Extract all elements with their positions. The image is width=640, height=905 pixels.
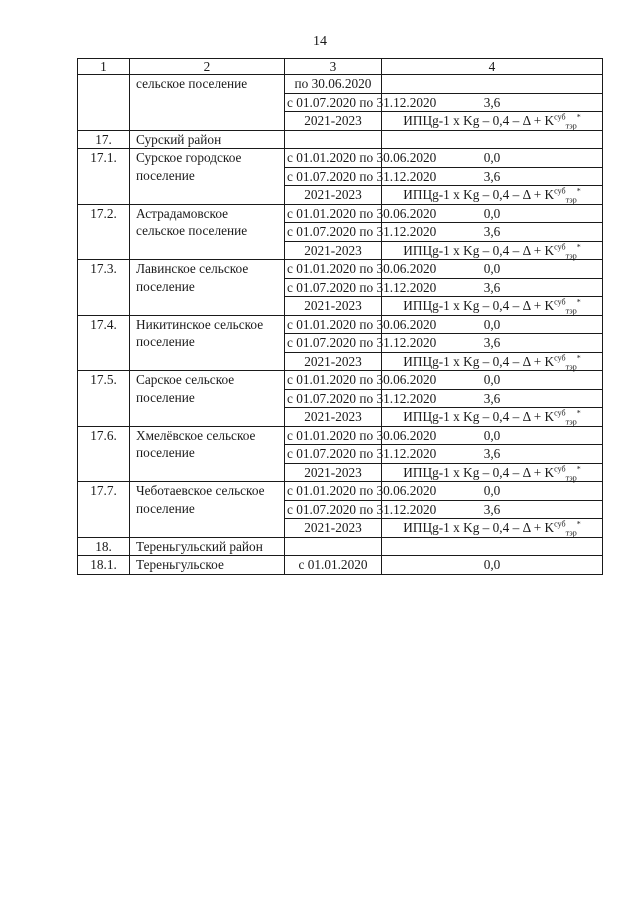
region-name: Сурский район	[130, 130, 285, 149]
formula-star: *	[576, 186, 581, 196]
header-col-2: 2	[130, 59, 285, 75]
region-row	[78, 537, 603, 556]
empty-cell	[382, 537, 603, 556]
value-cell: 0,0	[382, 260, 603, 279]
settlement-name: сельское поселение	[130, 75, 285, 131]
row-number: 17.4.	[78, 315, 130, 371]
period-cell: по 30.06.2020	[285, 75, 382, 94]
formula-cell	[382, 463, 603, 482]
period-cell: с 01.01.2020 по 30.06.2020	[285, 204, 382, 223]
formula-text: ИПЦg-1 x Kg – 0,4 – Δ + K	[403, 113, 555, 128]
period-cell: 2021-2023	[285, 408, 382, 427]
header-col-3: 3	[285, 59, 382, 75]
row-number: 17.7.	[78, 482, 130, 538]
formula-text: ИПЦg-1 x Kg – 0,4 – Δ + K	[403, 409, 555, 424]
formula-sub: тэр	[565, 121, 577, 131]
period-cell: с 01.07.2020 по 31.12.2020	[285, 278, 382, 297]
value-cell: 0,0	[382, 482, 603, 501]
settlement-name: Лавинское сельское поселение	[130, 260, 285, 316]
row-number	[78, 75, 130, 131]
formula-text: ИПЦg-1 x Kg – 0,4 – Δ + K	[403, 242, 555, 258]
formula-star: *	[576, 112, 581, 122]
formula-cell	[382, 297, 603, 316]
period-cell: 2021-2023	[285, 463, 382, 482]
formula-sup: суб	[554, 297, 566, 307]
formula-text: ИПЦg-1 x Kg – 0,4 – Δ + K	[403, 464, 555, 480]
row-number: 17.1.	[78, 149, 130, 205]
formula-cell	[382, 408, 603, 427]
page-number: 14	[313, 34, 327, 49]
row-number: 17.2.	[78, 204, 130, 260]
table-row	[78, 482, 603, 501]
formula-star: *	[576, 519, 581, 529]
formula-sub: тэр	[565, 251, 577, 261]
formula-text: ИПЦg-1 x Kg – 0,4 – Δ + K	[403, 298, 555, 313]
header-col-4: 4	[382, 59, 603, 75]
formula-text: ИПЦg-1 x Kg – 0,4 – Δ + K	[403, 187, 555, 202]
settlement-name: Хмелёвское сельское поселение	[130, 426, 285, 482]
row-number: 18.1.	[78, 556, 130, 575]
formula-sub: тэр	[565, 417, 577, 427]
row-number: 18.	[78, 537, 130, 556]
period-cell: с 01.01.2020 по 30.06.2020	[285, 371, 382, 390]
value-cell: 0,0	[382, 315, 603, 334]
settlement-name: Астрадамовское сельское поселение	[130, 204, 285, 260]
region-row	[78, 130, 603, 149]
formula-sup: суб	[554, 353, 566, 363]
formula-sup: суб	[554, 408, 566, 418]
header-row	[78, 59, 603, 75]
value-cell: 3,6	[382, 223, 603, 242]
formula-star: *	[576, 297, 581, 307]
period-cell: с 01.01.2020	[285, 556, 382, 575]
period-cell: 2021-2023	[285, 112, 382, 131]
formula-cell	[382, 186, 603, 205]
row-number: 17.	[78, 130, 130, 149]
table-row	[78, 556, 603, 575]
settlement-name: Никитинское сельское поселение	[130, 315, 285, 371]
value-cell: 3,6	[382, 278, 603, 297]
value-cell	[382, 75, 603, 94]
formula-cell	[382, 519, 603, 538]
table-row	[78, 371, 603, 390]
value-cell: 3,6	[382, 389, 603, 408]
period-cell: с 01.01.2020 по 30.06.2020	[285, 426, 382, 445]
value-cell: 0,0	[382, 556, 603, 575]
row-number: 17.6.	[78, 426, 130, 482]
formula-star: *	[576, 408, 581, 418]
period-cell: 2021-2023	[285, 241, 382, 260]
table-row	[78, 315, 603, 334]
period-cell: 2021-2023	[285, 297, 382, 316]
formula-star: *	[576, 464, 581, 474]
formula-text: ИПЦg-1 x Kg – 0,4 – Δ + K	[403, 353, 555, 369]
period-cell: с 01.01.2020 по 30.06.2020	[285, 315, 382, 334]
period-cell: 2021-2023	[285, 352, 382, 371]
period-cell: с 01.07.2020 по 31.12.2020	[285, 93, 382, 112]
empty-cell	[382, 130, 603, 149]
formula-star: *	[576, 353, 581, 363]
tariff-table	[77, 58, 603, 575]
period-cell: с 01.07.2020 по 31.12.2020	[285, 389, 382, 408]
value-cell: 3,6	[382, 500, 603, 519]
formula-sub: тэр	[565, 306, 577, 316]
header-col-1: 1	[78, 59, 130, 75]
period-cell: с 01.07.2020 по 31.12.2020	[285, 223, 382, 242]
formula-sup: суб	[554, 464, 566, 474]
empty-cell	[285, 537, 382, 556]
settlement-name: Сарское сельское поселение	[130, 371, 285, 427]
formula-cell	[382, 241, 603, 260]
period-cell: с 01.07.2020 по 31.12.2020	[285, 445, 382, 464]
settlement-name: Чеботаевское сельское поселение	[130, 482, 285, 538]
value-cell: 3,6	[382, 93, 603, 112]
table-row	[78, 204, 603, 223]
formula-sub: тэр	[565, 528, 577, 538]
row-number: 17.5.	[78, 371, 130, 427]
period-cell: с 01.07.2020 по 31.12.2020	[285, 167, 382, 186]
period-cell: 2021-2023	[285, 519, 382, 538]
formula-cell	[382, 352, 603, 371]
period-cell: с 01.07.2020 по 31.12.2020	[285, 334, 382, 353]
period-cell: с 01.01.2020 по 30.06.2020	[285, 149, 382, 168]
empty-cell	[285, 130, 382, 149]
value-cell: 0,0	[382, 426, 603, 445]
formula-sup: суб	[554, 519, 566, 529]
table-row	[78, 426, 603, 445]
formula-text: ИПЦg-1 x Kg – 0,4 – Δ + K	[403, 520, 555, 535]
formula-cell	[382, 112, 603, 131]
value-cell: 3,6	[382, 445, 603, 464]
value-cell: 0,0	[382, 149, 603, 168]
value-cell: 0,0	[382, 371, 603, 390]
formula-sup: суб	[554, 186, 566, 196]
formula-sub: тэр	[565, 362, 577, 372]
row-number: 17.3.	[78, 260, 130, 316]
table-row	[78, 260, 603, 279]
settlement-name: Сурское городское поселение	[130, 149, 285, 205]
table-row	[78, 75, 603, 94]
settlement-name: Тереньгульское	[130, 556, 285, 575]
period-cell: с 01.01.2020 по 30.06.2020	[285, 260, 382, 279]
table-row	[78, 149, 603, 168]
formula-star: *	[576, 242, 581, 252]
formula-sup: суб	[554, 112, 566, 122]
region-name: Тереньгульский район	[130, 537, 285, 556]
period-cell: с 01.07.2020 по 31.12.2020	[285, 500, 382, 519]
formula-sub: тэр	[565, 195, 577, 205]
period-cell: 2021-2023	[285, 186, 382, 205]
value-cell: 0,0	[382, 204, 603, 223]
formula-sub: тэр	[565, 473, 577, 483]
value-cell: 3,6	[382, 167, 603, 186]
value-cell: 3,6	[382, 334, 603, 353]
formula-sup: суб	[554, 242, 566, 252]
period-cell: с 01.01.2020 по 30.06.2020	[285, 482, 382, 501]
